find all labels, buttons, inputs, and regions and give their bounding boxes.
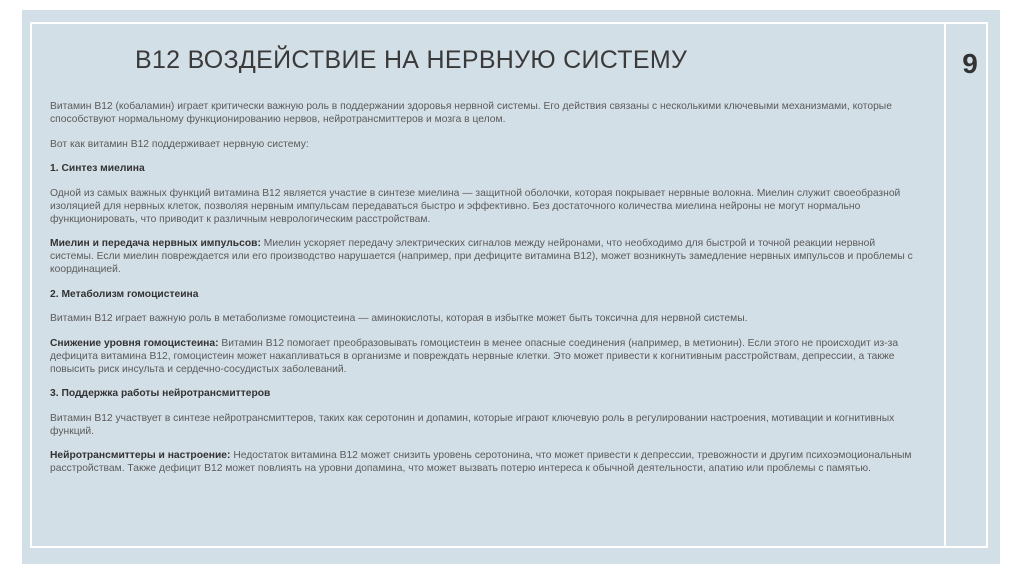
frame-divider-line bbox=[944, 22, 946, 548]
slide-content bbox=[50, 100, 920, 487]
subparagraph-label: Миелин и передача нервных импульсов: bbox=[50, 238, 261, 249]
number-box-top-line bbox=[944, 22, 988, 24]
frame-bottom-line bbox=[30, 546, 946, 548]
section-paragraph: Одной из самых важных функций витамина B12 является участие в синтезе миелина — защитной оболочки, которая покрывает нервные волокна. Миелин служит своеобразной изоляцией для нервных клеток, позволяя нервным импульсам передаваться быстро и эффективно. Без достаточного количества миелина нейроны не могут нормально функционировать, что приводит к различным неврологическим расстройствам. bbox=[50, 187, 901, 225]
frame-right-line bbox=[986, 22, 988, 548]
section-heading: 3. Поддержка работы нейротрансмиттеров bbox=[50, 388, 271, 399]
section-subparagraph bbox=[50, 449, 920, 475]
number-box-bottom-line bbox=[944, 546, 988, 548]
section-heading: 1. Синтез миелина bbox=[50, 163, 145, 174]
subparagraph-text: Витамин B12 помогает преобразовывать гомоцистеин в менее опасные соединения (например, в метионин). Если этого не происходит из-за дефицита витамина B12, гомоцистеин может накапливаться в организме и повреждать нервные клетки. Это может привести к когнитивным расстройствам, депрессии, а также повысить риск инсульта и сердечно-сосудистых заболеваний. bbox=[50, 337, 899, 375]
subparagraph-text: Недостаток витамина B12 может снизить уровень серотонина, что может привести к депрессии, тревожности и другим психоэмоциональным расстройствам. Также дефицит B12 может повлиять на уровни допамина, что может вызвать потерю интереса к обычной деятельности, апатию или проблемы с памятью. bbox=[50, 450, 912, 474]
subparagraph-label: Снижение уровня гомоцистеина: bbox=[50, 337, 219, 349]
slide-title: B12 ВОЗДЕЙСТВИЕ НА НЕРВНУЮ СИСТЕМУ bbox=[135, 46, 688, 74]
section-paragraph: Витамин B12 участвует в синтезе нейротрансмиттеров, таких как серотонин и допамин, которые играют ключевую роль в регулировании настроения, мотивации и когнитивных функций. bbox=[50, 412, 895, 437]
intro-paragraph: Витамин B12 (кобаламин) играет критически важную роль в поддержании здоровья нервной системы. Его действия связаны с несколькими ключевыми механизмами, которые способствуют нормальному функционированию нервов, нейротрансмиттеров и мозга в целом. bbox=[50, 101, 892, 125]
subparagraph-label: Нейротрансмиттеры и настроение: bbox=[50, 450, 231, 461]
page-number: 9 bbox=[962, 48, 978, 79]
lead-paragraph: Вот как витамин B12 поддерживает нервную систему: bbox=[50, 138, 309, 150]
subparagraph-text: Миелин ускоряет передачу электрических сигналов между нейронами, что необходимо для быстрой и точной реакции нервной системы. Если миелин повреждается или его производство нарушается (например, при дефиците витамина B12), может возникнуть замедление нервных импульсов и проблемы с координацией. bbox=[50, 238, 913, 275]
frame-left-line bbox=[30, 22, 32, 548]
section-subparagraph bbox=[50, 337, 920, 376]
frame-top-line bbox=[30, 22, 946, 24]
section-paragraph: Витамин B12 играет важную роль в метаболизме гомоцистеина — аминокислоты, которая в избытке может быть токсична для нервной системы. bbox=[50, 313, 748, 324]
section-subparagraph bbox=[50, 237, 920, 276]
section-heading: 2. Метаболизм гомоцистеина bbox=[50, 288, 199, 300]
